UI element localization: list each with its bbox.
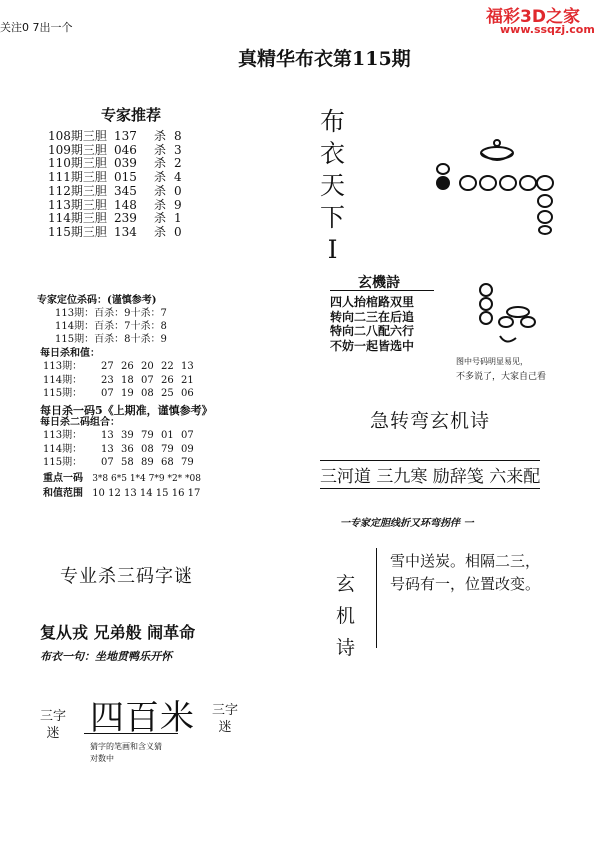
xuanji-line: 四人抬棺路双里 xyxy=(330,295,415,309)
daily-one-num: 08 xyxy=(141,443,154,455)
chain-dot-1 xyxy=(460,176,476,190)
daily-one-label: 115期： xyxy=(43,457,83,468)
daily-sum-num: 23 xyxy=(101,374,114,386)
xuanji-caption-b: 不多说了，大家自己看 xyxy=(456,372,547,382)
daily-one-num: 58 xyxy=(121,457,134,468)
daily-one-row xyxy=(43,443,201,457)
chain-dot-5 xyxy=(537,176,553,190)
riddle-heading: 专业杀三码字谜 xyxy=(60,566,193,587)
poem-note: 一专家定胆线折又环弯拐伴 一 xyxy=(340,518,474,529)
expert-list xyxy=(48,130,182,240)
expert-nums: 039 xyxy=(114,156,137,171)
daily-sum-num: 07 xyxy=(141,374,154,386)
bowl-knob xyxy=(494,140,500,146)
daily-sum-num: 26 xyxy=(161,374,174,386)
daily-one-heading: 每日杀一码5《上期准，谨慎参考》 xyxy=(40,404,213,417)
chain-dot-3 xyxy=(500,176,516,190)
right-riddle-tag xyxy=(212,702,238,736)
daily-sum-num: 26 xyxy=(121,361,134,372)
left-riddle-tag xyxy=(40,708,66,742)
xuanji-caption-a: 图中号码明显易见， xyxy=(456,357,528,366)
expert-period: 112期三胆 xyxy=(48,183,107,198)
daily-sum-num: 21 xyxy=(181,374,194,386)
loop-diagram xyxy=(476,282,556,352)
header-top-left: 关注0 7出一个 xyxy=(0,21,73,34)
expert-kill-label: 杀 xyxy=(154,224,167,239)
left-tag-a: 三字 xyxy=(40,709,67,724)
expert-nums: 134 xyxy=(114,224,137,239)
expert-kill-label: 杀 xyxy=(154,211,167,226)
daily-sum-label: 114期： xyxy=(43,374,83,386)
watermark-url: www.ssqzj.com xyxy=(500,23,595,36)
xuanji-line: 特向二八配六行 xyxy=(330,324,415,339)
poem-heading: 急转弯玄机诗 xyxy=(370,410,491,432)
expert-row xyxy=(48,226,182,240)
daily-sum-row xyxy=(43,360,201,374)
buyi-char: 天 xyxy=(320,171,346,200)
loop-curve xyxy=(500,336,516,342)
daily-one-list xyxy=(43,429,201,470)
buyi-char: 布 xyxy=(320,107,346,136)
daily-one-num: 09 xyxy=(181,443,194,455)
buyi-char: 下 xyxy=(320,203,346,232)
expert-kill-label: 杀 xyxy=(154,183,167,198)
expert-nums: 015 xyxy=(114,170,137,185)
expert-kill-value: 1 xyxy=(174,211,182,226)
expert-kill-label: 杀 xyxy=(154,142,167,157)
position-kill-row: 114期：百杀：7十杀：8 xyxy=(55,321,167,332)
riddle-caption-b: 对数中 xyxy=(90,754,114,763)
big-riddle-underline xyxy=(84,733,178,734)
expert-row xyxy=(48,185,182,199)
daily-one-sub: 每日杀二码组合： xyxy=(40,417,120,428)
focus-line xyxy=(43,472,201,486)
chain-dot-6 xyxy=(538,195,552,207)
loop-dot-3 xyxy=(480,312,492,324)
expert-period: 114期三胆 xyxy=(48,211,107,226)
daily-sum-row xyxy=(43,387,201,401)
dot-path-diagram xyxy=(425,135,555,235)
daily-one-num: 13 xyxy=(101,430,114,441)
chain-dot-4 xyxy=(520,176,536,190)
expert-nums: 239 xyxy=(114,211,137,226)
daily-sum-list xyxy=(43,360,201,401)
expert-kill-label: 杀 xyxy=(154,197,167,212)
buyi-char: I xyxy=(327,235,338,264)
expert-period: 108期三胆 xyxy=(48,129,107,143)
poem-line-2: 号码有一，位置改变。 xyxy=(390,575,541,593)
expert-nums: 148 xyxy=(114,197,137,212)
expert-kill-value: 3 xyxy=(174,142,182,157)
daily-sum-num: 18 xyxy=(121,374,134,386)
expert-period: 110期三胆 xyxy=(48,156,107,171)
daily-sum-num: 08 xyxy=(141,388,154,399)
xuanji-line: 不妨一起皆选中 xyxy=(330,339,415,354)
expert-kill-value: 9 xyxy=(174,197,182,212)
daily-sum-num: 25 xyxy=(161,388,174,399)
daily-one-row xyxy=(43,429,201,443)
position-kill-heading: 专家定位杀码：(谨慎参考) xyxy=(37,295,157,306)
poem-vertical xyxy=(336,568,355,664)
xuanji-rule xyxy=(330,290,434,291)
loop-bowl xyxy=(507,307,529,317)
riddle-phrase: 复从戎 兄弟般 闹革命 xyxy=(40,623,196,642)
daily-sum-heading: 每日杀和值： xyxy=(40,348,100,359)
daily-sum-num: 22 xyxy=(161,361,174,372)
daily-one-num: 79 xyxy=(161,443,174,455)
xuanji-lines xyxy=(330,295,414,354)
expert-kill-value: 4 xyxy=(174,170,182,185)
xuanji-line: 转向二三在后追 xyxy=(330,309,415,324)
position-kill-list xyxy=(55,307,167,346)
expert-kill-value: 0 xyxy=(174,183,182,198)
daily-sum-row xyxy=(43,374,201,388)
buyi-char: 衣 xyxy=(320,139,346,168)
expert-heading: 专家推荐 xyxy=(101,106,162,124)
daily-one-num: 07 xyxy=(101,457,114,468)
left-tag-b: 迷 xyxy=(46,726,60,741)
expert-nums: 046 xyxy=(114,142,137,157)
expert-row xyxy=(48,130,182,144)
poem-line-1: 雪中送炭。相隔二三， xyxy=(390,552,541,570)
daily-one-num: 68 xyxy=(161,457,174,468)
expert-nums: 137 xyxy=(114,129,137,143)
daily-sum-num: 13 xyxy=(181,361,194,372)
focus-label: 重点一码 xyxy=(43,473,83,484)
chain-dot-7 xyxy=(538,211,552,223)
daily-one-num: 89 xyxy=(141,457,154,468)
daily-one-num: 36 xyxy=(121,443,134,455)
expert-period: 109期三胆 xyxy=(48,142,107,157)
sum-range-label: 和值范围 xyxy=(43,488,83,499)
daily-sum-num: 07 xyxy=(101,388,114,399)
right-tag-b: 迷 xyxy=(218,720,232,735)
daily-sum-num: 06 xyxy=(181,388,194,399)
daily-one-row xyxy=(43,456,201,470)
expert-period: 115期三胆 xyxy=(48,224,107,239)
daily-one-num: 07 xyxy=(181,430,194,441)
top-left-dot xyxy=(437,164,449,174)
daily-sum-num: 27 xyxy=(101,361,114,372)
expert-period: 113期三胆 xyxy=(48,197,107,212)
daily-one-label: 113期： xyxy=(43,430,83,441)
daily-one-num: 01 xyxy=(161,430,174,441)
daily-one-num: 79 xyxy=(181,457,194,468)
expert-period: 111期三胆 xyxy=(48,170,107,185)
daily-one-num: 13 xyxy=(101,443,114,455)
xuanji-heading: 玄機詩 xyxy=(358,275,400,291)
poem-vertical-char: 诗 xyxy=(336,637,356,659)
daily-sum-num: 20 xyxy=(141,361,154,372)
expert-kill-label: 杀 xyxy=(154,129,167,143)
daily-sum-label: 113期： xyxy=(43,361,83,372)
position-kill-row: 113期：百杀：9十杀：7 xyxy=(55,308,167,319)
daily-one-num: 79 xyxy=(141,430,154,441)
watermark-brand: 福彩3D之家 xyxy=(486,7,580,27)
poem-vertical-char: 机 xyxy=(336,605,356,627)
poem-bracket xyxy=(376,548,378,648)
buyi-vertical xyxy=(320,106,345,266)
sum-range-values: 10 12 13 14 15 16 17 xyxy=(92,488,201,499)
expert-kill-label: 杀 xyxy=(154,170,167,185)
page-title: 真精华布衣第115期 xyxy=(238,48,411,70)
daily-one-num: 39 xyxy=(121,430,134,441)
expert-row xyxy=(48,171,182,185)
buyi-line: 布衣一句：坐地贯鸭乐开怀 xyxy=(40,650,172,663)
daily-one-label: 114期： xyxy=(43,443,83,455)
daily-sum-label: 115期： xyxy=(43,388,83,399)
position-kill-row: 115期：百杀：8十杀：9 xyxy=(55,334,167,345)
right-tag-a: 三字 xyxy=(212,703,239,718)
expert-kill-value: 2 xyxy=(174,156,182,171)
filled-dot xyxy=(436,176,450,190)
big-riddle-word: 四百米 xyxy=(90,698,195,738)
expert-kill-value: 0 xyxy=(174,224,182,239)
riddle-caption-a: 猜字的笔画和含义猜 xyxy=(90,742,162,751)
loop-dot-5 xyxy=(521,317,535,327)
daily-sum-num: 19 xyxy=(121,388,134,399)
expert-nums: 345 xyxy=(114,183,137,198)
poem-vertical-char: 玄 xyxy=(336,573,356,595)
poem-banner: 三河道 三九寒 励辞笺 六来配 xyxy=(320,460,540,489)
loop-dot-1 xyxy=(480,284,492,296)
sum-range-line xyxy=(43,487,200,500)
chain-dot-2 xyxy=(480,176,496,190)
expert-row xyxy=(48,212,182,226)
focus-values: 3*8 6*5 1*4 7*9 *2* *08 xyxy=(92,474,201,484)
expert-kill-value: 8 xyxy=(174,129,182,143)
loop-dot-4 xyxy=(499,317,513,327)
loop-dot-2 xyxy=(480,298,492,310)
expert-kill-label: 杀 xyxy=(154,156,167,171)
chain-dot-8 xyxy=(539,226,551,234)
